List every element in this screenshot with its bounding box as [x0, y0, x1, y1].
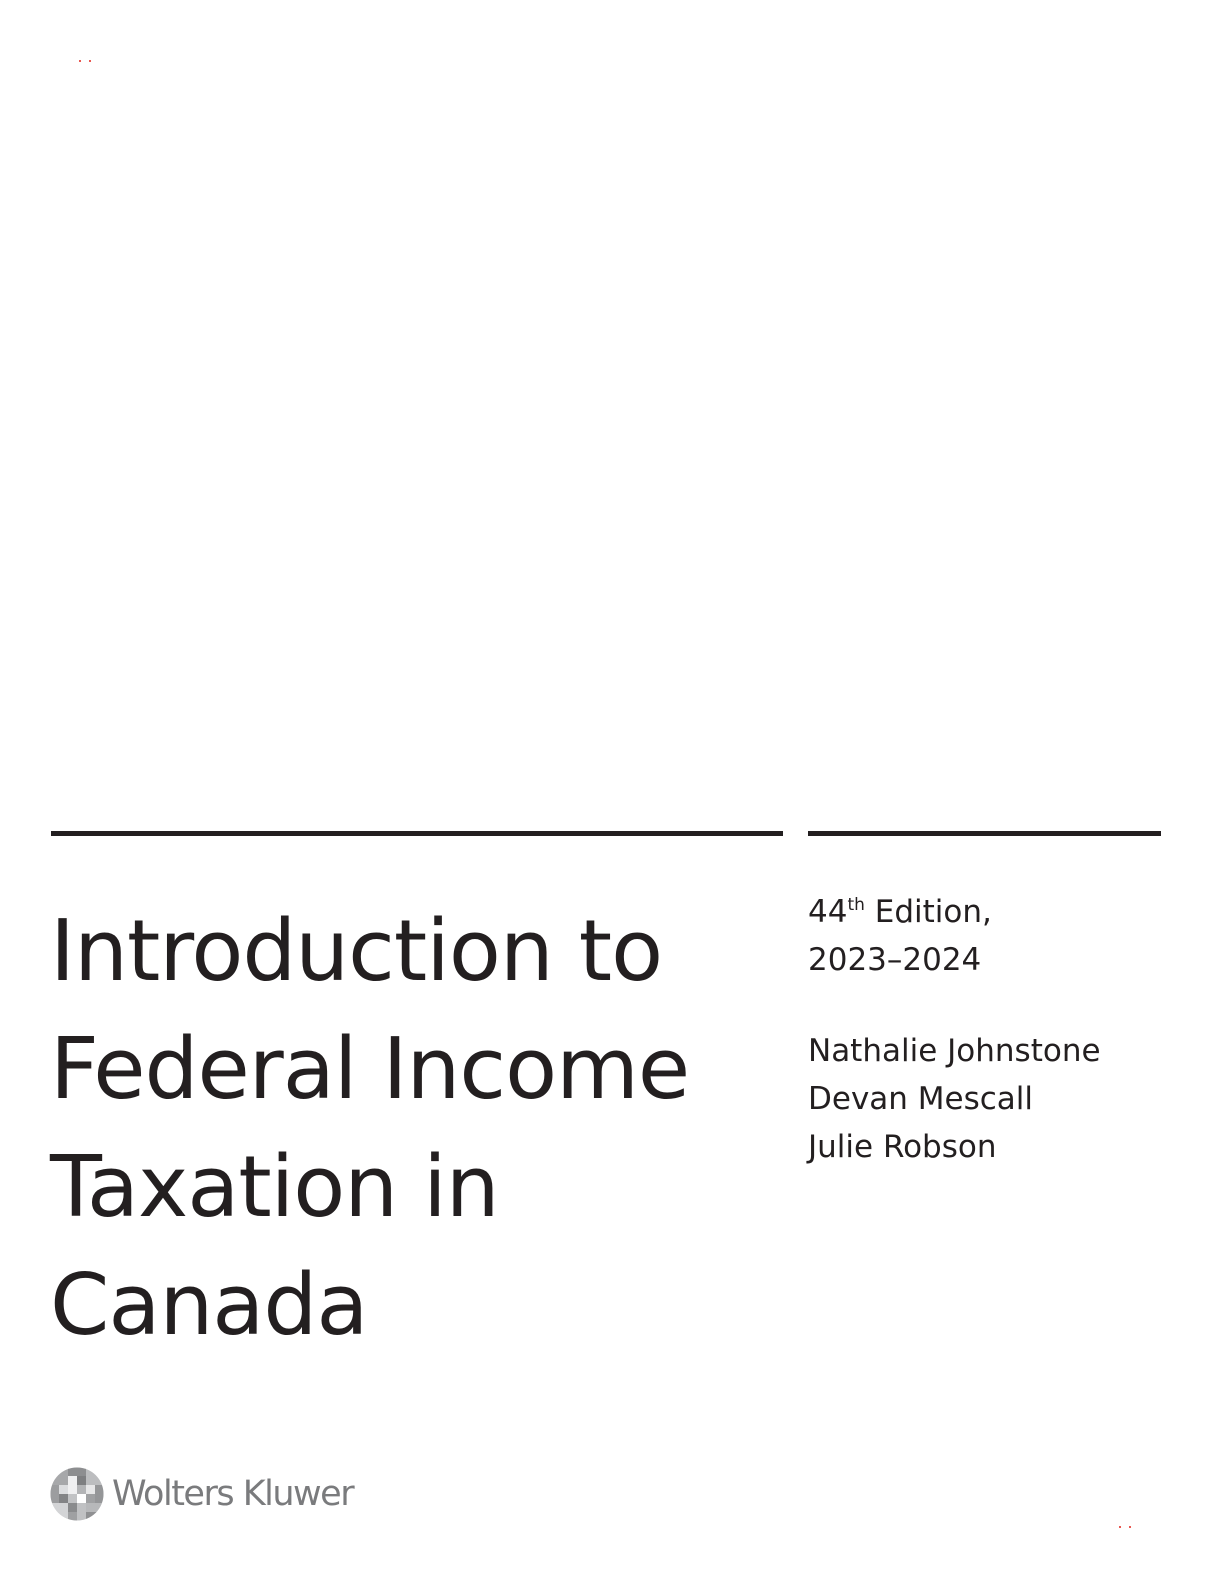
edition-info: [808, 888, 1188, 984]
wolters-kluwer-pixel-globe-icon: [50, 1467, 104, 1521]
edition-ordinal-suffix: th: [847, 895, 865, 915]
crop-mark-top-left: [79, 60, 93, 64]
crop-mark-dot: [89, 60, 91, 62]
author-name: Devan Mescall: [808, 1081, 1034, 1117]
edition-label: Edition,: [864, 894, 992, 930]
publisher-logo: [50, 1466, 353, 1522]
crop-mark-dot: [1119, 1526, 1121, 1528]
crop-mark-dot: [1129, 1526, 1131, 1528]
book-title: [50, 893, 790, 1365]
crop-mark-dot: [79, 60, 81, 62]
book-title-line: Introduction to: [50, 902, 663, 1001]
crop-mark-bottom-right: [1119, 1526, 1133, 1530]
author-name: Nathalie Johnstone: [808, 1033, 1101, 1069]
publisher-name: Wolters Kluwer: [112, 1474, 354, 1514]
edition-years: 2023–2024: [808, 942, 982, 978]
edition-number: 44: [808, 894, 848, 930]
edition-line: [808, 888, 1188, 936]
book-title-line: Canada: [50, 1256, 368, 1355]
title-rule: [51, 831, 783, 836]
authors-list: [808, 1027, 1188, 1171]
author-name: Julie Robson: [808, 1129, 997, 1165]
book-title-line: Taxation in: [50, 1138, 499, 1237]
book-title-line: Federal Income: [50, 1020, 690, 1119]
edition-rule: [808, 831, 1161, 836]
